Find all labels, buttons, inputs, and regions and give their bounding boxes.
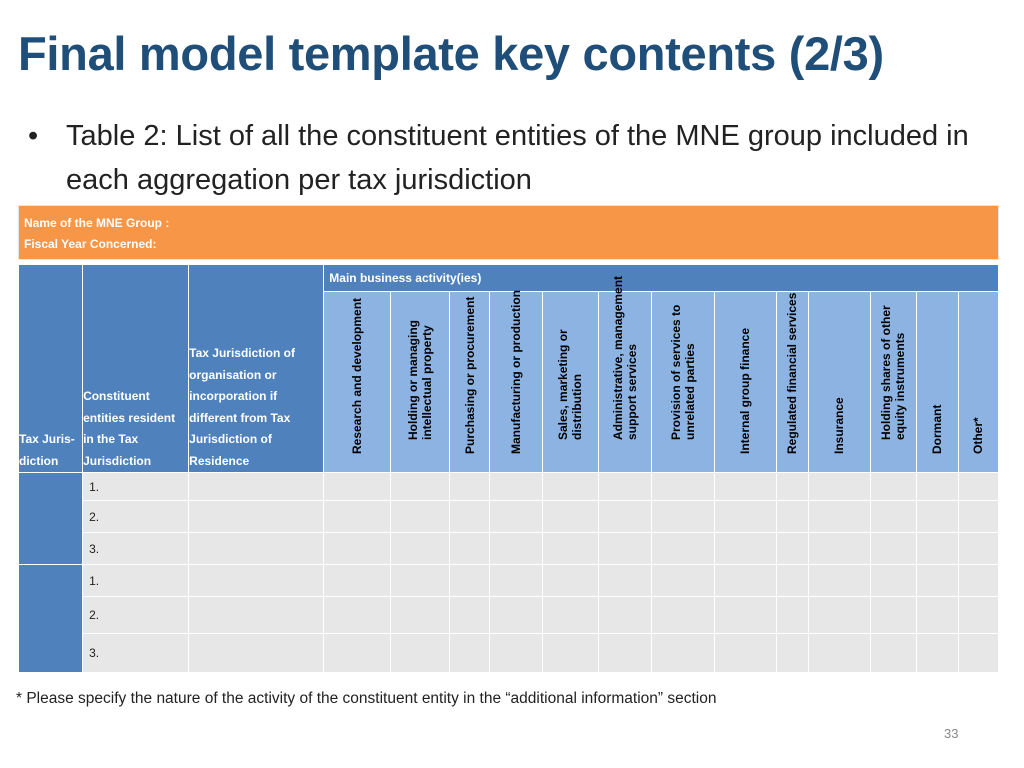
header-constituent-entities: Constituent entities resident in the Tax Jurisdiction xyxy=(83,265,189,473)
table-cell[interactable] xyxy=(543,501,598,533)
table-cell[interactable] xyxy=(808,565,870,597)
table-cell[interactable] xyxy=(391,597,450,634)
table-cell[interactable] xyxy=(714,533,776,565)
table-cell[interactable] xyxy=(870,565,916,597)
table-cell[interactable] xyxy=(450,501,490,533)
table-cell[interactable] xyxy=(598,501,651,533)
activity-header-label: Research and development xyxy=(350,297,365,454)
table-cell[interactable] xyxy=(776,501,808,533)
table-cell[interactable] xyxy=(870,473,916,501)
activity-header xyxy=(490,292,543,473)
table-cell[interactable] xyxy=(543,533,598,565)
activity-header xyxy=(651,292,714,473)
table-cell[interactable] xyxy=(391,473,450,501)
table-cell[interactable] xyxy=(714,473,776,501)
activity-header-label: Purchasing or procurement xyxy=(462,296,477,454)
table-cell[interactable] xyxy=(776,473,808,501)
table-cell[interactable] xyxy=(916,565,958,597)
footnote: * Please specify the nature of the activity of the constituent entity in the “additional information” section xyxy=(16,690,717,707)
table-cell[interactable] xyxy=(714,565,776,597)
table-cell[interactable] xyxy=(490,533,543,565)
table-cell[interactable] xyxy=(543,565,598,597)
activity-header xyxy=(958,292,998,473)
table-cell[interactable] xyxy=(490,501,543,533)
table-cell[interactable] xyxy=(916,597,958,634)
table-cell[interactable] xyxy=(714,597,776,634)
table-cell[interactable] xyxy=(916,533,958,565)
bullet-marker: • xyxy=(28,120,39,152)
table-cell[interactable] xyxy=(651,533,714,565)
table-cell[interactable] xyxy=(651,501,714,533)
activity-header xyxy=(808,292,870,473)
activity-header-label: Regulated financial services xyxy=(785,292,800,454)
table-cell[interactable] xyxy=(324,533,391,565)
table-cell[interactable] xyxy=(870,533,916,565)
table-cell[interactable] xyxy=(324,597,391,634)
table-cell[interactable] xyxy=(598,533,651,565)
table-cell[interactable] xyxy=(651,565,714,597)
table-cell[interactable] xyxy=(324,634,391,673)
header-incorporation-jurisdiction: Tax Jurisdiction of organisation or incorporation if different from Tax Jurisdiction of Residence xyxy=(189,265,324,473)
jurisdiction-cell[interactable] xyxy=(19,565,83,673)
table-cell[interactable] xyxy=(391,533,450,565)
table-cell[interactable] xyxy=(598,597,651,634)
table-cell[interactable] xyxy=(916,634,958,673)
table-cell[interactable] xyxy=(391,565,450,597)
activity-header xyxy=(450,292,490,473)
table-row xyxy=(19,501,999,533)
table-cell[interactable] xyxy=(490,634,543,673)
table-cell[interactable] xyxy=(391,501,450,533)
table-cell[interactable] xyxy=(490,473,543,501)
activity-header-label: Manufacturing or production xyxy=(509,290,524,454)
table-cell[interactable] xyxy=(958,634,998,673)
jurisdiction-cell[interactable] xyxy=(19,473,83,565)
entity-number-cell[interactable]: 1. xyxy=(83,473,189,501)
table-cell[interactable] xyxy=(543,634,598,673)
table-cell[interactable] xyxy=(870,501,916,533)
table-row xyxy=(19,597,999,634)
table-cell[interactable] xyxy=(870,597,916,634)
table-cell[interactable] xyxy=(189,533,324,565)
table-cell[interactable] xyxy=(808,501,870,533)
activity-header xyxy=(391,292,450,473)
table-cell[interactable] xyxy=(490,597,543,634)
table-cell[interactable] xyxy=(808,473,870,501)
activity-header-label: Holding shares of other equity instruments xyxy=(879,305,908,440)
table-cell[interactable] xyxy=(391,634,450,673)
table-cell[interactable] xyxy=(651,597,714,634)
entity-number-cell[interactable]: 3. xyxy=(83,634,189,673)
activity-header-label: Insurance xyxy=(832,397,847,454)
group-name-label: Name of the MNE Group : xyxy=(24,216,170,230)
table-cell[interactable] xyxy=(543,597,598,634)
table-cell[interactable] xyxy=(958,597,998,634)
table-cell[interactable] xyxy=(450,597,490,634)
table-cell[interactable] xyxy=(324,565,391,597)
activity-header xyxy=(543,292,598,473)
table-cell[interactable] xyxy=(598,473,651,501)
table-cell[interactable] xyxy=(651,473,714,501)
activity-header-label: Provision of services to unrelated parties xyxy=(668,304,697,440)
table-row xyxy=(19,565,999,597)
constituent-entities-table xyxy=(18,264,999,673)
activity-header xyxy=(714,292,776,473)
table-cell[interactable] xyxy=(958,565,998,597)
entity-number-cell[interactable]: 1. xyxy=(83,565,189,597)
table-cell[interactable] xyxy=(189,597,324,634)
table-cell[interactable] xyxy=(776,565,808,597)
table-cell[interactable] xyxy=(450,473,490,501)
activity-header-label: Administrative, management support services xyxy=(610,275,639,440)
header-tax-jurisdiction: Tax Juris-diction xyxy=(19,265,83,473)
activity-header-label: Dormant xyxy=(930,404,945,454)
page-number: 33 xyxy=(944,726,959,741)
table-cell[interactable] xyxy=(916,501,958,533)
table-cell[interactable] xyxy=(651,634,714,673)
table-cell[interactable] xyxy=(598,634,651,673)
activity-header xyxy=(324,292,391,473)
table-cell[interactable] xyxy=(808,533,870,565)
table-cell[interactable] xyxy=(808,634,870,673)
table-cell[interactable] xyxy=(958,473,998,501)
activity-header-label: Internal group finance xyxy=(738,327,753,454)
slide-title: Final model template key contents (2/3) xyxy=(18,27,884,80)
table-cell[interactable] xyxy=(870,634,916,673)
table-cell[interactable] xyxy=(189,565,324,597)
header-main-business-activity: Main business activity(ies) xyxy=(324,265,999,292)
fiscal-year-label: Fiscal Year Concerned: xyxy=(24,237,157,251)
bullet-point xyxy=(28,114,1008,202)
table-cell[interactable] xyxy=(958,533,998,565)
entity-number-cell[interactable]: 2. xyxy=(83,501,189,533)
activity-header-label: Holding or managing intellectual property xyxy=(406,320,435,440)
group-info-banner xyxy=(18,205,999,260)
table-row xyxy=(19,473,999,501)
bullet-text: Table 2: List of all the constituent entities of the MNE group included in each aggregation per tax jurisdiction xyxy=(66,120,969,196)
table-cell[interactable] xyxy=(450,634,490,673)
table-cell[interactable] xyxy=(189,634,324,673)
table-row xyxy=(19,634,999,673)
activity-header xyxy=(870,292,916,473)
table-cell[interactable] xyxy=(776,634,808,673)
activity-header xyxy=(916,292,958,473)
table-cell[interactable] xyxy=(714,501,776,533)
table-cell[interactable] xyxy=(189,473,324,501)
table-cell[interactable] xyxy=(776,597,808,634)
table-cell[interactable] xyxy=(714,634,776,673)
table-cell[interactable] xyxy=(916,473,958,501)
entity-number-cell[interactable]: 2. xyxy=(83,597,189,634)
table-row xyxy=(19,533,999,565)
table-cell[interactable] xyxy=(958,501,998,533)
table-cell[interactable] xyxy=(324,501,391,533)
table-cell[interactable] xyxy=(543,473,598,501)
table-cell[interactable] xyxy=(450,565,490,597)
activity-header-label: Sales, marketing or distribution xyxy=(556,329,585,440)
table-cell[interactable] xyxy=(598,565,651,597)
table-cell[interactable] xyxy=(450,533,490,565)
table-cell[interactable] xyxy=(324,473,391,501)
table-cell[interactable] xyxy=(808,597,870,634)
table-cell[interactable] xyxy=(776,533,808,565)
activity-header-label: Other* xyxy=(971,417,986,454)
activity-header xyxy=(598,275,651,473)
entity-number-cell[interactable]: 3. xyxy=(83,533,189,565)
table-cell[interactable] xyxy=(490,565,543,597)
table-cell[interactable] xyxy=(189,501,324,533)
activity-header xyxy=(776,292,808,473)
